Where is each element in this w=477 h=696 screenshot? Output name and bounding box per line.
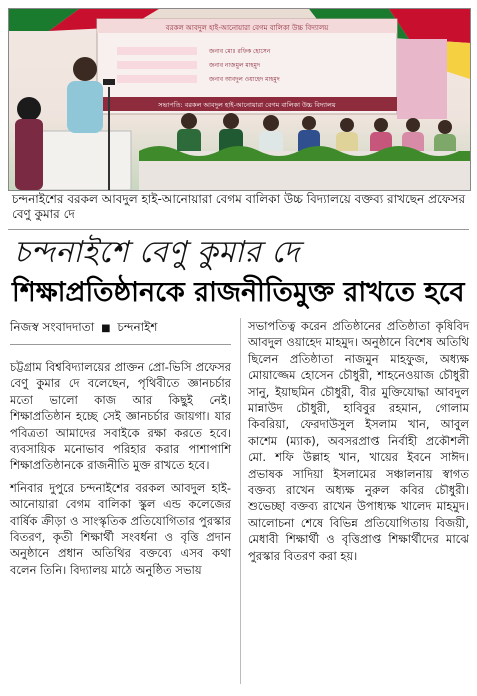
headline-title: শিক্ষাপ্রতিষ্ঠানকে রাজনীতিমুক্ত রাখতে হবে [12,277,465,308]
caption-divider [8,229,469,230]
article-paragraph-3: সভাপতিত্ব করেন প্রতিষ্ঠানের প্রতিষ্ঠাতা কৃষিবিদ আবদুল ওয়াহেদ মাহমুদ। অনুষ্ঠানে বিশেষ অতিথি ছিলেন প্রতিষ্ঠাতা নাজমুন মাহফুজ, অধ্যক্ষ মোয়াজ্জেম হোসেন চৌধুরী, শাহনেওয়াজ চৌধুরী সানু, ইয়াছমিন চৌধুরী, বীর মুক্তিযোদ্ধা আবদুল মান্নাউদ চৌধুরী, হাবিবুর রহমান, গোলাম কিবরিয়া, ফেরদাউসুল ইসলাম খান, আবুল কাশেম (ম্যাক), অবসরপ্রাপ্ত নির্বাহী প্রকৌশলী মো. শফি উল্লাহ খান, খায়ের ইবনে সাঈদ। প্রভাষক সাদিয়া ইসলামের সঞ্চালনায় স্বাগত বক্তব্য রাখেন অধ্যক্ষ নুরুল কবির চৌধুরী। শুভেচ্ছা বক্তব্য রাখেন উপাধ্যক্ষ খালেদ মাহমুদ। আলোচনা শেষে বিভিন্ন প্রতিযোগিতায় বিজয়ী, মেধাবী শিক্ষার্থী ও বৃত্তিপ্রাপ্ত শিক্ষার্থীদের মাঝে পুরস্কার বিতরণ করা হয়। [248,319,469,563]
lectern [39,131,131,190]
woman-in-hijab [15,97,43,190]
article-column-left [10,318,231,578]
banner-footer: সভাপতি: বরকল আবদুল হাই-আনোয়ারা বেগম বালিকা উচ্চ বিদ্যালয় [158,101,336,109]
banner-name-1: জনাব মোঃ রফিক হোসেন [209,48,271,55]
photo-caption: চন্দনাইশের বরকল আবদুল হাই-আনোয়ারা বেগম বালিকা উচ্চ বিদ্যালয়ে বক্তব্য রাখছেন প্রফেসর বেণু কুমার দে [12,192,466,221]
news-photo [8,8,471,191]
article-column-right [248,318,469,564]
headline-kicker: চন্দনাইশে বেণু কুমার দে [14,235,300,270]
article-paragraph-2: শনিবার দুপুরে চন্দনাইশের বরকল আবদুল হাই-আনোয়ারা বেগম বালিকা স্কুল এন্ড কলেজের বার্ষিক ক্রীড়া ও সাংস্কৃতিক প্রতিযোগিতার পুরস্কার বিতরণ, কৃতী শিক্ষার্থী সংবর্ধনা ও বৃত্তি প্রদান অনুষ্ঠানে প্রধান অতিথির বক্তব্যে এসব কথা বলেন তিনি। বিদ্যালয় মাঠে অনুষ্ঠিত সভায় [10,480,231,577]
column-divider [240,318,241,684]
banner-name-3: জনাব আবদুল ওয়াহেদ মাহমুদ [209,76,280,83]
microphone-icon [103,79,115,85]
event-photo-illustration [9,9,470,190]
banner-title: বরকল আবদুল হাই-আনোয়ারা বেগম বালিকা উচ্চ বিদ্যালয় [165,24,329,32]
byline-reporter: নিজস্ব সংবাদদাতা [10,320,95,334]
byline-location: চন্দনাইশ [117,320,158,334]
byline [10,318,231,345]
byline-separator: ■ [101,323,111,334]
banner-name-2: জনাব নাজমুল মাহমুদ [209,62,261,69]
article-paragraph-1: চট্টগ্রাম বিশ্ববিদ্যালয়ের প্রাক্তন প্রো-ভিসি প্রফেসর বেণু কুমার দে বলেছেন, পৃথিবীতে জ্ঞানচর্চার মতো ভালো কাজ আর কিছুই নেই। শিক্ষাপ্রতিষ্ঠান হচ্ছে সেই জ্ঞানচর্চার জায়গা। যার পবিত্রতা আমাদের সবাইকে রক্ষা করতে হবে। ব্যবসায়িক মনোভাব পরিহার করার পাশাপাশি শিক্ষাপ্রতিষ্ঠানকে রাজনীতি মুক্ত রাখতে হবে। [10,360,231,473]
